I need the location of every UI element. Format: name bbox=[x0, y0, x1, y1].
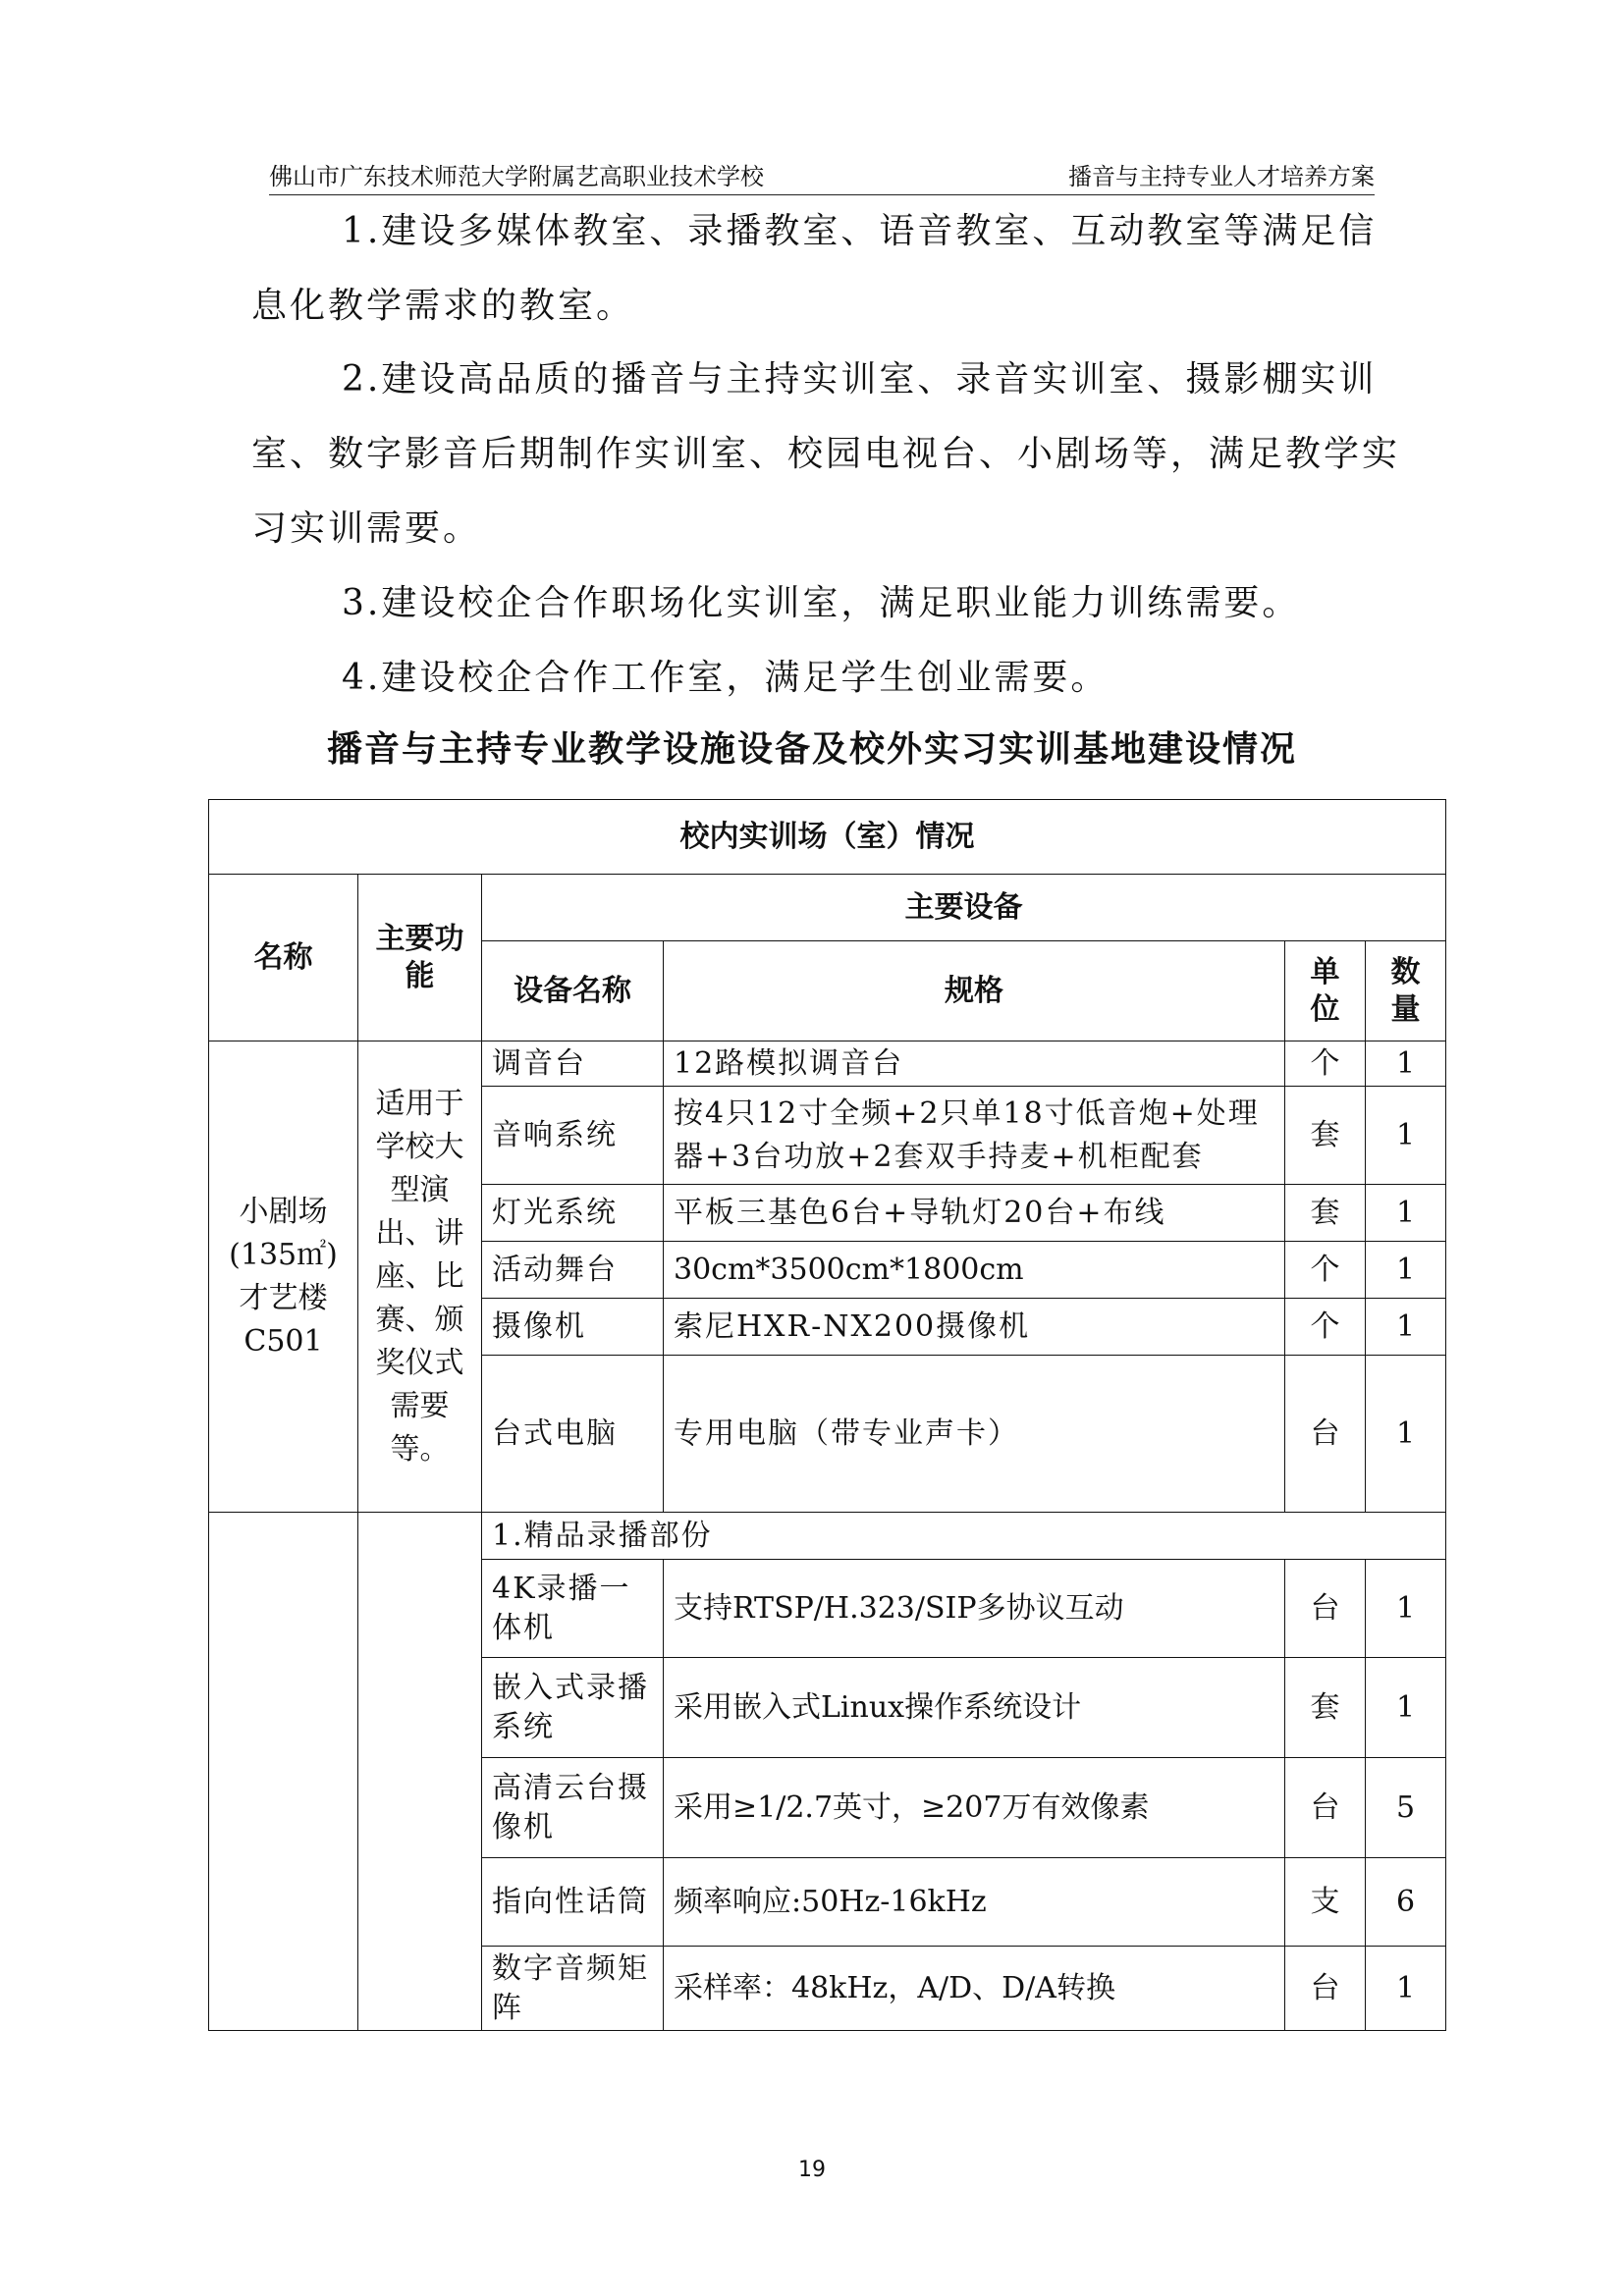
spec-cell: 采用≥1/2.7英寸，≥207万有效像素 bbox=[664, 1758, 1285, 1858]
unit-cell: 台 bbox=[1285, 1758, 1366, 1858]
spec-cell: 12路模拟调音台 bbox=[664, 1041, 1285, 1087]
room-name-cell: 小剧场(135㎡)才艺楼C501 bbox=[209, 1041, 358, 1513]
spec-cell: 专用电脑（带专业声卡） bbox=[664, 1356, 1285, 1513]
unit-cell: 套 bbox=[1285, 1087, 1366, 1185]
paragraph-line: 4.建设校企合作工作室，满足学生创业需要。 bbox=[342, 658, 1110, 698]
spec-cell: 30cm*3500cm*1800cm bbox=[664, 1242, 1285, 1299]
device-name-cell: 数字音频矩阵 bbox=[482, 1947, 664, 2031]
table-caption: 校内实训场（室）情况 bbox=[209, 800, 1446, 875]
header-school: 佛山市广东技术师范大学附属艺高职业技术学校 bbox=[269, 163, 764, 190]
table-caption-row bbox=[209, 800, 1446, 875]
qty-cell: 1 bbox=[1366, 1299, 1446, 1356]
header-equipment: 主要设备 bbox=[482, 875, 1446, 941]
qty-cell: 1 bbox=[1366, 1242, 1446, 1299]
header-doc-title: 播音与主持专业人才培养方案 bbox=[1068, 163, 1375, 190]
room-function-cell bbox=[358, 1513, 482, 2031]
header-spec: 规格 bbox=[664, 941, 1285, 1041]
qty-cell: 1 bbox=[1366, 1560, 1446, 1658]
device-name-cell: 台式电脑 bbox=[482, 1356, 664, 1513]
unit-cell: 台 bbox=[1285, 1560, 1366, 1658]
spec-cell: 索尼HXR-NX200摄像机 bbox=[664, 1299, 1285, 1356]
facilities-table bbox=[208, 799, 1446, 2031]
paragraph-line: 3.建设校企合作职场化实训室，满足职业能力训练需要。 bbox=[342, 583, 1301, 623]
spec-cell: 平板三基色6台+导轨灯20台+布线 bbox=[664, 1185, 1285, 1242]
paragraph-line: 室、数字影音后期制作实训室、校园电视台、小剧场等，满足教学实 bbox=[251, 434, 1401, 474]
unit-cell: 个 bbox=[1285, 1242, 1366, 1299]
device-name-cell: 指向性话筒 bbox=[482, 1858, 664, 1947]
device-name-cell: 嵌入式录播系统 bbox=[482, 1658, 664, 1758]
qty-cell: 1 bbox=[1366, 1087, 1446, 1185]
unit-cell: 套 bbox=[1285, 1185, 1366, 1242]
qty-cell: 1 bbox=[1366, 1185, 1446, 1242]
device-name-cell: 灯光系统 bbox=[482, 1185, 664, 1242]
unit-cell: 台 bbox=[1285, 1356, 1366, 1513]
spec-cell: 频率响应:50Hz-16kHz bbox=[664, 1858, 1285, 1947]
qty-cell: 6 bbox=[1366, 1858, 1446, 1947]
device-name-cell: 活动舞台 bbox=[482, 1242, 664, 1299]
device-name-cell: 摄像机 bbox=[482, 1299, 664, 1356]
paragraph-line: 1.建设多媒体教室、录播教室、语音教室、互动教室等满足信 bbox=[342, 211, 1378, 251]
device-name-cell: 调音台 bbox=[482, 1041, 664, 1087]
unit-cell: 个 bbox=[1285, 1041, 1366, 1087]
header-device-name: 设备名称 bbox=[482, 941, 664, 1041]
spec-cell: 采样率：48kHz，A/D、D/A转换 bbox=[664, 1947, 1285, 2031]
paragraph-line: 息化教学需求的教室。 bbox=[251, 286, 635, 326]
table-row bbox=[209, 1513, 1446, 1560]
spec-cell: 支持RTSP/H.323/SIP多协议互动 bbox=[664, 1560, 1285, 1658]
page-header bbox=[269, 161, 1375, 195]
spec-cell: 按4只12寸全频+2只单18寸低音炮+处理器+3台功放+2套双手持麦+机柜配套 bbox=[664, 1087, 1285, 1185]
qty-cell: 5 bbox=[1366, 1758, 1446, 1858]
qty-cell: 1 bbox=[1366, 1947, 1446, 2031]
table-header-row bbox=[209, 875, 1446, 941]
qty-cell: 1 bbox=[1366, 1356, 1446, 1513]
header-function: 主要功能 bbox=[358, 875, 482, 1041]
device-name-cell: 高清云台摄像机 bbox=[482, 1758, 664, 1858]
table-row bbox=[209, 1041, 1446, 1087]
unit-cell: 支 bbox=[1285, 1858, 1366, 1947]
qty-cell: 1 bbox=[1366, 1041, 1446, 1087]
header-qty: 数量 bbox=[1366, 941, 1446, 1041]
qty-cell: 1 bbox=[1366, 1658, 1446, 1758]
room-name-cell bbox=[209, 1513, 358, 2031]
page-number: 19 bbox=[798, 2158, 826, 2182]
header-name: 名称 bbox=[209, 875, 358, 1041]
paragraph-line: 2.建设高品质的播音与主持实训室、录音实训室、摄影棚实训 bbox=[342, 359, 1378, 400]
device-name-cell: 4K录播一体机 bbox=[482, 1560, 664, 1658]
unit-cell: 套 bbox=[1285, 1658, 1366, 1758]
paragraph-line: 习实训需要。 bbox=[251, 508, 482, 549]
room-function-cell: 适用于学校大型演出、讲座、比赛、颁奖仪式需要等。 bbox=[358, 1041, 482, 1513]
unit-cell: 台 bbox=[1285, 1947, 1366, 2031]
spec-cell: 采用嵌入式Linux操作系统设计 bbox=[664, 1658, 1285, 1758]
unit-cell: 个 bbox=[1285, 1299, 1366, 1356]
device-name-cell: 音响系统 bbox=[482, 1087, 664, 1185]
header-unit: 单位 bbox=[1285, 941, 1366, 1041]
table-title: 播音与主持专业教学设施设备及校外实习实训基地建设情况 bbox=[326, 729, 1297, 770]
section-label: 1.精品录播部份 bbox=[482, 1513, 1446, 1560]
